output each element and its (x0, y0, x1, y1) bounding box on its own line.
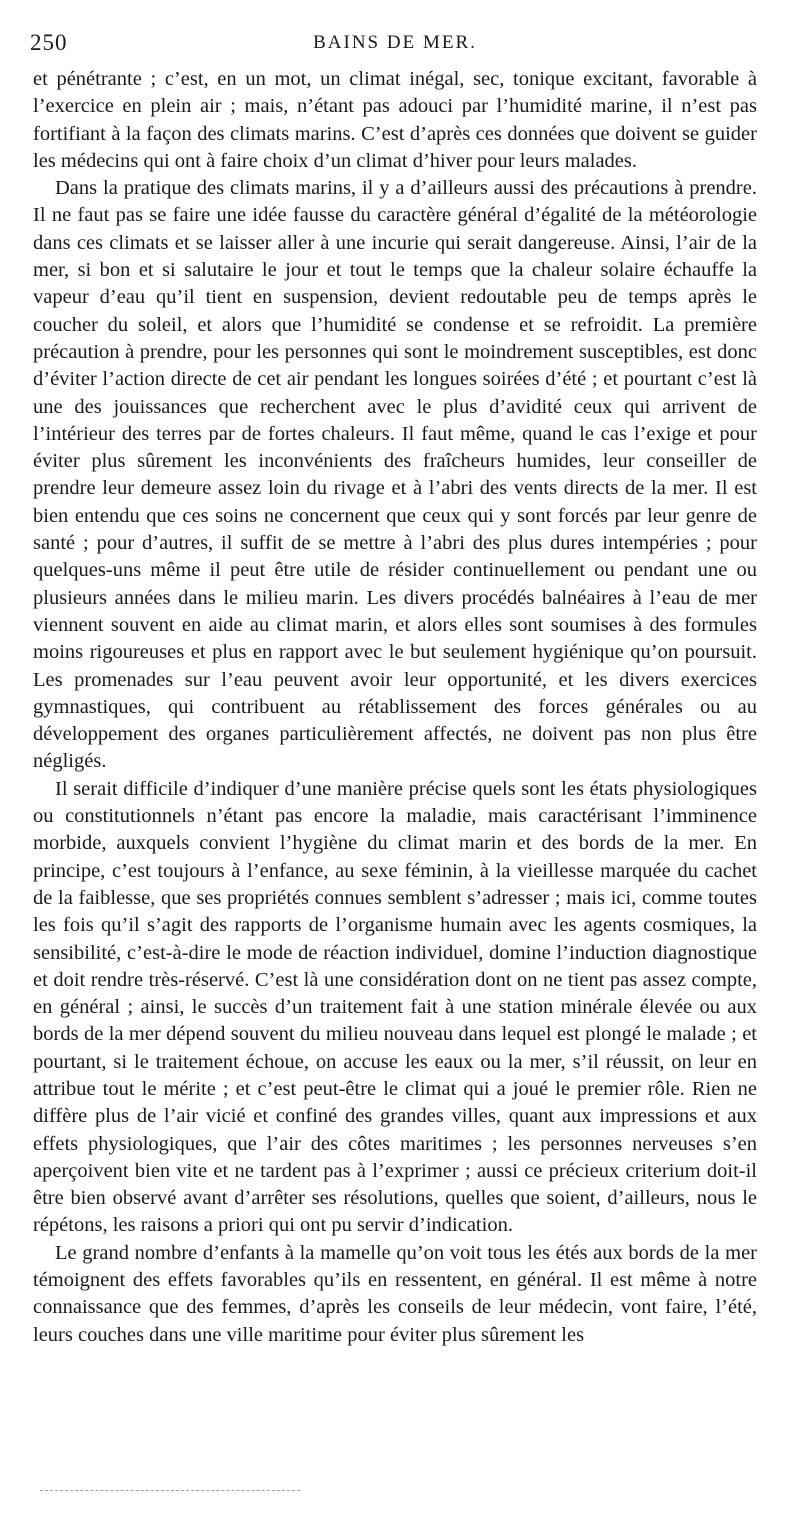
paragraph: Il serait difficile d’indiquer d’une manière précise quels sont les états physiologiques ou constitutionnels n’étant pas encore la maladie, mais caractérisant l’imminence morbide, auxquels convient l’hygiène du climat marin et des bords de la mer. En principe, c’est toujours à l’enfance, au sexe féminin, à la vieillesse marquée du cachet de la faiblesse, que ses propriétés connues semblent s’adresser ; mais ici, comme toutes les fois qu’il s’agit des rapports de l’organisme humain avec les agents cosmiques, la sensibilité, c’est-à-dire le mode de réaction individuel, domine l’induction diagnostique et doit rendre très-réservé. C’est là une considération dont on ne tient pas assez compte, en général ; ainsi, le succès d’un traitement fait à une station minérale élevée ou aux bords de la mer dépend souvent du milieu nouveau dans lequel est plongé le malade ; et pourtant, si le traitement échoue, on accuse les eaux ou la mer, s’il réussit, on leur en attribue tout le mérite ; et c’est peut-être le climat qui a joué le premier rôle. Rien ne diffère plus de l’air vicié et confiné des grandes villes, quant aux impressions et aux effets physiologiques, que l’air des côtes maritimes ; les personnes nerveuses s’en aperçoivent bien vite et ne tardent pas à l’exprimer ; aussi ce précieux criterium doit-il être bien observé avant d’arrêter ses résolutions, quelles que soient, d’ailleurs, nous le répétons, les raisons a priori qui ont pu servir d’indication. (33, 777, 757, 1237)
footer-rule (40, 1490, 300, 1491)
paragraph: Dans la pratique des climats marins, il y a d’ailleurs aussi des précautions à prendre. Il ne faut pas se faire une idée fausse du caractère général d’égalité de la météorologie dans ces climats et se laisser aller à une incurie qui serait dangereuse. Ainsi, l’air de la mer, si bon et si salutaire le jour et tout le temps que la chaleur solaire échauffe la vapeur d’eau qu’il tient en suspension, devient redoutable peu de temps après le coucher du soleil, et alors que l’humidité se condense et se refroidit. La première précaution à prendre, pour les personnes qui sont le moindrement susceptibles, est donc d’éviter l’action directe de cet air pendant les longues soirées d’été ; et pourtant c’est là une des jouissances que recherchent avec le plus d’avidité ceux qui arrivent de l’intérieur des terres par de fortes chaleurs. Il faut même, quand le cas l’exige et pour éviter plus sûrement les inconvénients des fraîcheurs humides, leur conseiller de prendre leur demeure assez loin du rivage et à l’abri des vents directs de la mer. Il est bien entendu que ces soins ne concernent que ceux qui y sont forcés par leur genre de santé ; pour d’autres, il suffit de se mettre à l’abri des plus dures intempéries ; pour quelques-uns même il peut être utile de résider continuellement ou pendant une ou plusieurs années dans le milieu marin. Les divers procédés balnéaires à l’eau de mer viennent souvent en aide au climat marin, et alors elles sont soumises à des formules moins rigoureuses et plus en rapport avec le but seulement hygiénique qu’on poursuit. Les promenades sur l’eau peuvent avoir leur opportunité, et les divers exercices gymnastiques, qui contribuent au rétablissement des forces générales ou au développement des organes particulièrement affectés, ne doivent pas non plus être négligés. (33, 177, 757, 773)
paragraph: Le grand nombre d’enfants à la mamelle qu’on voit tous les étés aux bords de la mer témoignent des effets favorables qu’ils en ressentent, en général. Il est même à notre connaissance que des femmes, d’après les conseils de leur médecin, vont faire, l’été, leurs couches dans une ville maritime pour éviter plus sûrement les (33, 1241, 757, 1346)
page-number: 250 (30, 30, 68, 55)
running-head (30, 30, 760, 60)
paragraph: et pénétrante ; c’est, en un mot, un climat inégal, sec, tonique excitant, favorable à l’exercice en plein air ; mais, n’étant pas adouci par l’humidité marine, il n’est pas fortifiant à la façon des climats marins. C’est d’après ces données que doivent se guider les médecins qui ont à faire choix d’un climat d’hiver pour leurs malades. (33, 68, 757, 172)
running-title: BAINS DE MER. (313, 32, 477, 53)
body-text (33, 66, 757, 1349)
